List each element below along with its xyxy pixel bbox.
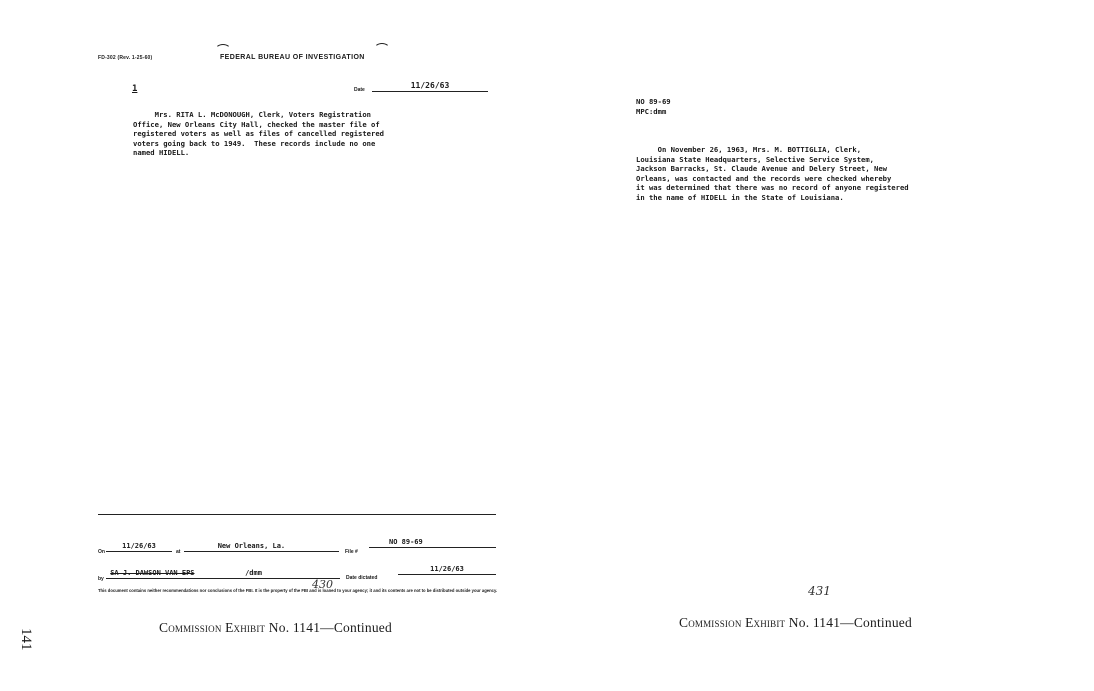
caption-suffix: No. 1141—Continued: [265, 620, 392, 635]
form-number: FD-302 (Rev. 1-25-60): [98, 55, 153, 61]
on-label: On: [98, 549, 105, 555]
file-ref-line: NO 89-69: [636, 97, 671, 106]
interview-place: [184, 542, 339, 552]
letterhead-arc-right: [374, 43, 390, 55]
file-reference: [636, 97, 671, 116]
agency-header: FEDERAL BUREAU OF INVESTIGATION: [220, 54, 365, 61]
caption-suffix: No. 1141—Continued: [785, 615, 912, 630]
paragraph-line: Mrs. RITA L. McDONOUGH, Clerk, Voters Registration: [133, 110, 371, 119]
interview-date: 11/26/63: [106, 542, 172, 552]
caption-prefix: Commission Exhibit: [679, 615, 786, 630]
by-label: by: [98, 576, 104, 582]
file-label: File #: [345, 549, 358, 555]
date-dictated-label: Date dictated: [346, 575, 378, 581]
file-ref-line: MPC:dmm: [636, 106, 667, 116]
exhibit-caption-right: [679, 615, 912, 631]
date-label: Date: [354, 87, 365, 93]
footer-divider: [98, 514, 496, 515]
handwritten-page-number: 430: [312, 578, 333, 591]
paragraph-line: in the name of HIDELL in the State of Louisiana.: [636, 192, 844, 202]
handwritten-page-number: 431: [808, 584, 831, 598]
at-label: at: [176, 549, 181, 555]
margin-page-number: 141: [18, 628, 34, 651]
date-dictated: 11/26/63: [398, 565, 496, 575]
paragraph-line: Jackson Barracks, St. Claude Avenue and Delery Street, New: [636, 164, 887, 174]
selective-service-paragraph: [636, 145, 1006, 203]
report-date: 11/26/63: [372, 81, 488, 92]
agent-line: [106, 569, 340, 579]
interview-paragraph: [133, 110, 478, 158]
place-text: New Orleans, La.: [217, 542, 286, 550]
fbi-disclaimer: This document contains neither recommendations nor conclusions of the FBI. It is the property of the FBI and is loaned to your agency; it and its contents are not to be distributed outside your agency.: [98, 588, 498, 593]
page-number: 1: [132, 84, 138, 94]
file-number: NO 89-69: [369, 538, 496, 548]
paragraph-line: named HIDELL.: [133, 148, 190, 158]
paragraph-line: On November 26, 1963, Mrs. M. BOTTIGLIA, Clerk,: [636, 145, 862, 154]
exhibit-caption-left: [159, 620, 392, 636]
paragraph-line: Louisiana State Headquarters, Selective Service System,: [636, 154, 874, 164]
paragraph-line: Office, New Orleans City Hall, checked the master file of: [133, 119, 380, 129]
paragraph-line: registered voters as well as files of cancelled registered: [133, 129, 384, 139]
caption-prefix: Commission Exhibit: [159, 620, 266, 635]
agent-name: SA J. DAWSON VAN EPS: [110, 569, 195, 577]
agent-initials: /dmm: [245, 569, 262, 577]
paragraph-line: Orleans, was contacted and the records were checked whereby: [636, 173, 892, 183]
paragraph-line: voters going back to 1949. These records include no one: [133, 138, 376, 148]
paragraph-line: it was determined that there was no record of anyone registered: [636, 183, 909, 193]
